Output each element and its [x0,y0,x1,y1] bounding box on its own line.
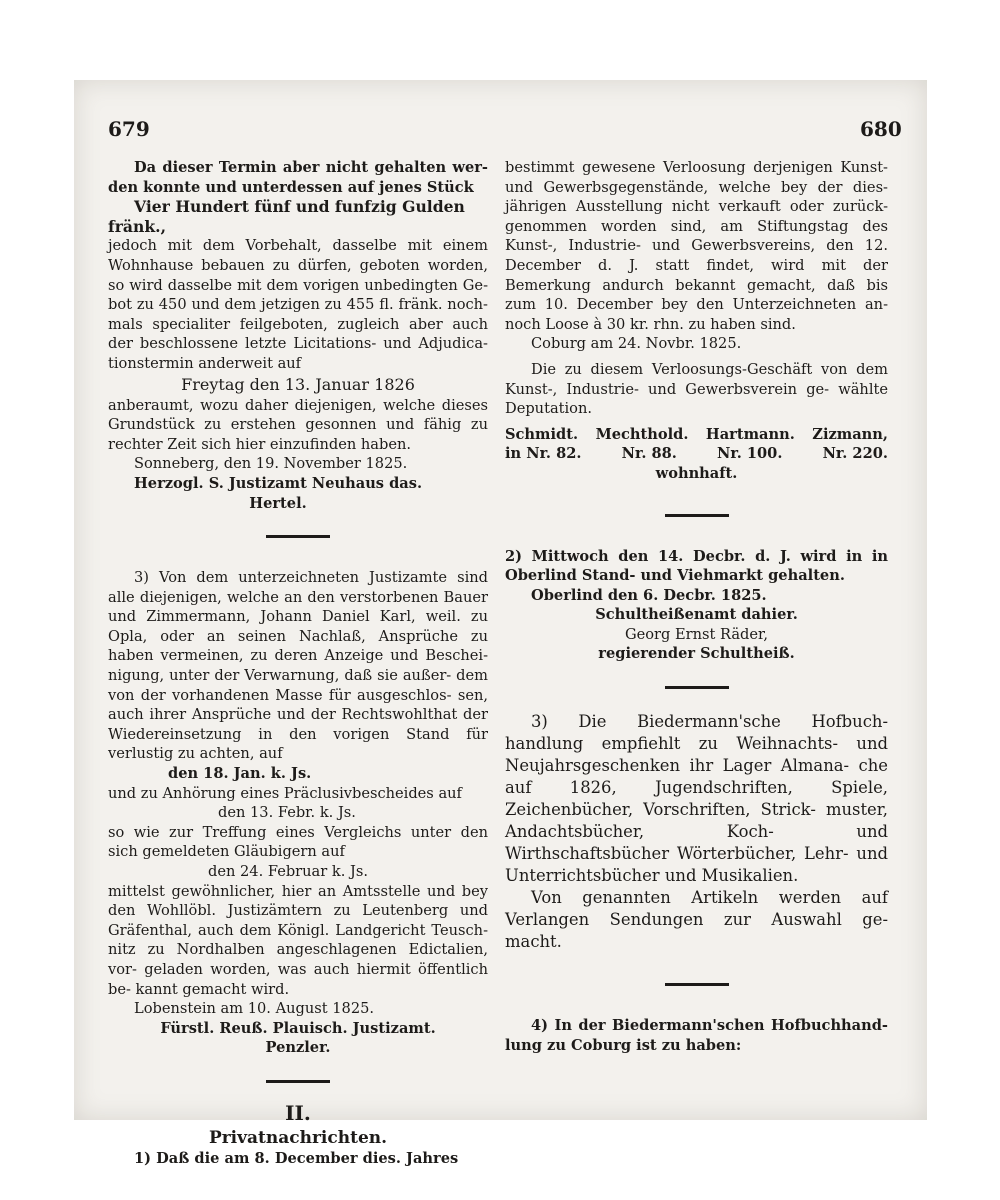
residence-note: wohnhaft. [655,464,738,482]
paragraph: anberaumt, wozu daher diejenigen, welche dieses Grundstück zu erstehen gesonnen und fähig zu rechter Zeit sich hier einzufinden haben. [108,396,488,453]
signature-title: regierender Schultheiß. [598,645,795,663]
sum-line: Vier Hundert fünf und funfzig Gulden fränk., [108,197,465,236]
name: Hartmann. [705,425,795,443]
signature-office: Schultheißenamt dahier. [595,606,798,624]
signature-office: Herzogl. S. Justizamt Neuhaus das. [134,474,423,492]
paragraph: 1) Daß die am 8. December dies. Jahres [134,1149,459,1167]
name: Zizmann, [812,425,888,443]
name: Schmidt. [505,425,579,443]
paragraph: Die zu diesem Verloosungs-Geschäft von dem Kunst-, Industrie- und Gewerbsverein ge- wählte Deputation. [505,360,888,418]
place-date: Coburg am 24. Novbr. 1825. [531,335,742,353]
page-number-left: 679 [108,117,150,141]
date-line: den 24. Februar k. Js. [208,863,368,880]
paragraph: jedoch mit dem Vorbehalt, dasselbe mit einem Wohnhause bebauen zu dürfen, geboten worden, so wird dasselbe mit dem vorigen unbedingten Ge- bot zu 450 und dem jetzigen zu 455 fl. fränk. noch- mals specialiter feilgeboten, zugleich aber auch der beschlossene letzte Licitations- und Adjudica- tionstermin anderweit auf [108,237,488,372]
paragraph: 2) Mittwoch den 14. Decbr. d. J. wird in in Oberlind Stand- und Viehmarkt gehalten. [505,547,888,585]
right-column [505,158,888,1055]
date-line: den 13. Febr. k. Js. [218,804,356,822]
paragraph: bestimmt gewesene Verloosung derjenigen Kunst- und Gewerbsgegenstände, welche bey der dies- jährigen Ausstellung nicht verkauft oder zurück- genommen worden sind, am Stiftungstag des Kunst-, Industrie- und Gewerbsvereins, den 12. December d. J. statt findet, wird mit der Bemerkung andurch bekannt gemacht, daß bis zum 10. December bey den Unterzeichneten an- noch Loose à 30 kr. rhn. zu haben sind. [505,159,888,333]
date-line: Freytag den 13. Januar 1826 [181,374,415,394]
page-number-right: 680 [860,117,902,141]
paragraph: Da dieser Termin aber nicht gehalten wer- den konnte und unterdessen auf jenes Stück [108,159,488,196]
section-heading: II. [285,1100,311,1125]
address: in Nr. 82. [505,445,582,463]
date-line: den 18. Jan. k. Js. [168,765,312,783]
signature-name: Hertel. [249,494,307,512]
advertisement: 3) Die Biedermann'sche Hofbuch- handlung empfiehlt zu Weihnachts- und Neujahrsgeschenken ihr Lager Almana- che auf 1826, Jugendschriften, Spiele, Zeichenbücher, Vorschriften, Strick- muster, Andachtsbücher, Koch- und Wirthschaftsbücher Wörterbücher, Lehr- und Unterrichtsbücher und Musikalien. [505,712,888,886]
signature-office: Fürstl. Reuß. Plauisch. Justizamt. [160,1019,436,1037]
address: Nr. 88. [621,445,677,463]
place-date: Oberlind den 6. Decbr. 1825. [531,586,767,604]
paragraph: 4) In der Biedermann'schen Hofbuchhand- lung zu Coburg ist zu haben: [505,1017,888,1054]
paragraph: und zu Anhörung eines Präclusivbescheides auf [108,784,462,802]
signature-name: Georg Ernst Räder, [624,625,769,643]
place-date: Lobenstein am 10. August 1825. [134,1000,375,1018]
advertisement: Von genannten Artikeln werden auf Verlangen Sendungen zur Auswahl ge- macht. [505,888,888,952]
paragraph: mittelst gewöhnlicher, hier an Amtsstelle und bey den Wohllöbl. Justizämtern zu Leutenberg und Gräfenthal, auch dem Königl. Landgericht Teusch- nitz zu Nordhalben angeschlagenen Edictalien, vor- geladen worden, was auch hiermit öffentlich be- kannt gemacht wird. [108,882,488,998]
section-title: Privatnachrichten. [208,1127,388,1148]
paragraph: so wie zur Treffung eines Vergleichs unter den sich gemeldeten Gläubigern auf [108,823,488,861]
paragraph: 3) Von dem unterzeichneten Justizamte sind alle diejenigen, welche an den verstorbenen Bauer und Zimmermann, Johann Daniel Karl, weil. zu Opla, oder an seinen Nachlaß, Ansprüche zu haben vermeinen, zu deren Anzeige und Beschei- nigung, unter der Verwarnung, daß sie außer- dem von der vorhandenen Masse für ausgeschlos- sen, auch ihrer Ansprüche und der Rechtswohlthat der Wiedereinsetzung in den vorigen Stand für verlustig zu achten, auf [108,569,488,763]
place-date: Sonneberg, den 19. November 1825. [134,455,408,473]
signature-name: Penzler. [265,1039,331,1057]
address: Nr. 100. [717,445,783,463]
deputation-addresses [505,444,888,464]
left-column [108,158,488,1169]
deputation-names [505,425,888,445]
name: Mechthold. [595,425,689,443]
address: Nr. 220. [822,445,888,463]
